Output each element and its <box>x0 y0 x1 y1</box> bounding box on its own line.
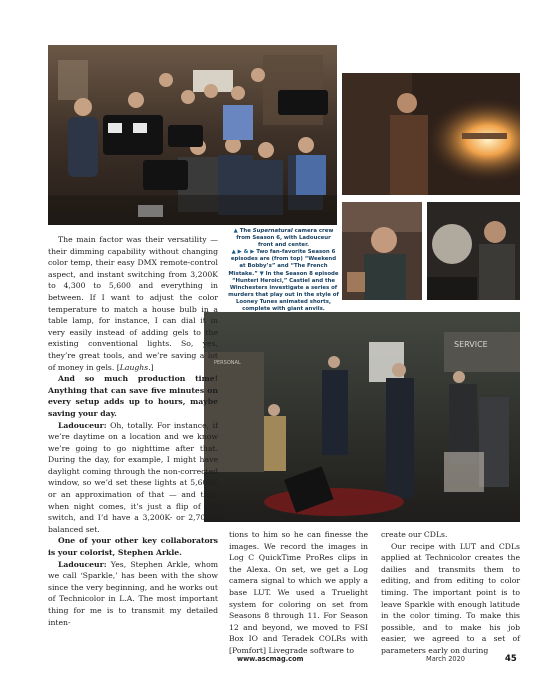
dim-room-photo <box>427 202 520 300</box>
up-triangle-icon: ▲ <box>233 228 238 234</box>
down-triangle-icon: ▼ <box>259 270 264 277</box>
interview-question: And so much production time! Anything that can save five minutes on every setup adds up to hours, maybe saving your day. <box>48 374 218 418</box>
svg-text:PERSONAL: PERSONAL <box>214 360 241 366</box>
set-scene-photo <box>204 312 520 522</box>
interview-question: One of your other key collaborators is your colorist, Stephen Arkle. <box>48 536 218 558</box>
torch-scene-photo <box>342 73 520 195</box>
diner-portrait-photo <box>342 202 422 300</box>
article-column-1: The main factor was their versatility — their dimming capability without changing color temp, their easy DMX remote-control aspect, and instant switching from 3,200K to 4,300 to 5,600 and everything in between. If I want to adjust the color temperature to match a house bulb in a table lamp, for instance, I can dial it in very easily instead of adding gels to the existing conventional lights. So, yes, they’re great tools, and we’re saving a lot of money in gels. [Laughs.] And so much production time! Anything that can save five minutes on every setup adds up to hours, maybe saving your day. Ladouceur: Oh, totally. For instance, if we’re daytime on a location and we know we’re going to go nighttime after that. During the day, for example, I might have daylight coming through the non-corrected window, so we’d set these lights at 5,600K or an approximation of that — and then when night comes, it’s just a flip of the switch, and I’d have a 3,200K- or 2,700K-balanced set. One of your other key collaborators is your colorist, Stephen Arkle. Ladouceur: Yes, Stephen Arkle, whom we call ‘Sparkle,’ has been with the show since the very beginning, and he works out of Technicolor in L.A. The most important thing for me is to transmit my detailed inten- <box>48 235 218 627</box>
crew-photo <box>48 45 337 225</box>
page-number: 45 <box>505 653 517 663</box>
svg-text:SERVICE: SERVICE <box>454 340 488 349</box>
site-url[interactable]: www.ascmag.com <box>237 655 304 663</box>
article-column-3: create our CDLs. Our recipe with LUT and CDLs applied at Technicolor creates the dailies and transmits them to editing, and from editing to color timing. The important point is to leave Sparkle with enough latitude in the color timing. To make this possible, and to make his job easier, we agreed to a set of parameters early on during <box>381 530 520 655</box>
arrow-icons: ▲ ▶ & ▶ <box>231 249 255 256</box>
article-column-2: tions to him so he can finesse the images. We record the images in Log C QuickTime ProRes clips in the Alexa. On set, we get a Log camera signal to which we apply a base LUT. We used a Truelight system for coloring on set from Seasons 8 through 11. For Season 12 and beyond, we moved to FSI Box IO and Teradek COLRs with [Pomfort] Livegrade software to <box>229 530 368 655</box>
issue-date: March 2020 <box>426 655 465 663</box>
page-footer <box>0 653 540 667</box>
speaker-name: Ladouceur: <box>58 559 107 569</box>
speaker-name: Ladouceur: <box>58 420 107 430</box>
photo-caption: ▲ The Supernatural camera crew from Season 6, with Ladouceur front and center. ▲ ▶ & ▶ Two fan-favorite Season 6 episodes are (from top) “Weekend at Bobby’s” and “The French Mistake.” ▼ In the Season 8 episode “Hunteri Heroici,” Castiel and the Winchesters investigate a series of murders that play out in the style of Looney Tunes animated shorts, complete with giant anvils. <box>228 228 339 313</box>
